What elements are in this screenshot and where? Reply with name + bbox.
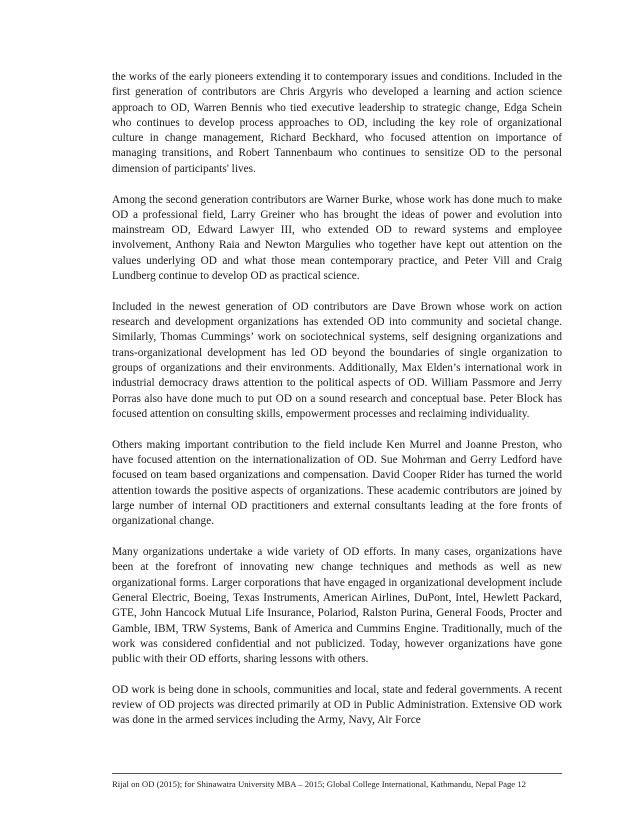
- body-text: [112, 70, 562, 744]
- footer-divider: [112, 773, 562, 774]
- paragraph-second-generation-contributors: Among the second generation contributors are Warner Burke, whose work has done much to make OD a professional field, Larry Greiner who has brought the ideas of power and evolution into mainstream OD, Edward Lawyer III, who extended OD to reward systems and employee involvement, Anthony Raia and Newton Margulies who together have kept out attention on the values underlying OD and what those mean contemporary practice, and Peter Vill and Craig Lundberg continue to develop OD as practical science.: [112, 193, 562, 283]
- paragraph-od-public-sector: OD work is being done in schools, communities and local, state and federal governments. A recent review of OD projects was directed primarily at OD in Public Administration. Extensive OD work was done in the armed services including the Army, Navy, Air Force: [112, 683, 562, 727]
- paragraph-other-contributors: Others making important contribution to the field include Ken Murrel and Joanne Preston, who have focused attention on the internationalization of OD. Sue Mohrman and Gerry Ledford have focused on team based organizations and compensation. David Cooper Rider has turned the world attention towards the positive aspects of organizations. These academic contributors are joined by large number of internal OD practitioners and external consultants leading at the fore fronts of organizational change.: [112, 438, 562, 528]
- paragraph-organizations-od-efforts: Many organizations undertake a wide variety of OD efforts. In many cases, organizations have been at the forefront of innovating new change techniques and methods as well as new organizational forms. Larger corporations that have engaged in organizational development include General Electric, Boeing, Texas Instruments, American Airlines, DuPont, Intel, Hewlett Packard, GTE, John Hancock Mutual Life Insurance, Polariod, Ralston Purina, General Foods, Procter and Gamble, IBM, TRW Systems, Bank of America and Cummins Engine. Traditionally, much of the work was considered confidential and not publicized. Today, however organizations have gone public with their OD efforts, sharing lessons with others.: [112, 546, 562, 666]
- paragraph-newest-generation-contributors: Included in the newest generation of OD contributors are Dave Brown whose work on action research and development organizations has extended OD into community and societal change. Similarly, Thomas Cummings’ work on sociotechnical systems, self designing organizations and trans-organizational development has led OD beyond the boundaries of single organization to groups of organizations and their environments. Additionally, Max Elden’s international work in industrial democracy draws attention to the political aspects of OD. William Passmore and Jerry Porras also have done much to put OD on a sound research and conceptual base. Peter Block has focused attention on consulting skills, empowerment processes and reclaiming individuality.: [112, 300, 562, 420]
- page-footer: Rijal on OD (2015); for Shinawatra University MBA – 2015; Global College International, Kathmandu, Nepal Page 12: [112, 779, 527, 789]
- paragraph-first-generation-contributors: the works of the early pioneers extending it to contemporary issues and conditions. Included in the first generation of contributors are Chris Argyris who developed a learning and action science approach to OD, Warren Bennis who tied executive leadership to strategic change, Edga Schein who continues to develop process approaches to OD, including the key role of organizational culture in change management, Richard Beckhard, who focused attention on importance of managing transitions, and Robert Tannenbaum who continues to sensitize OD to the personal dimension of participants' lives.: [112, 71, 562, 175]
